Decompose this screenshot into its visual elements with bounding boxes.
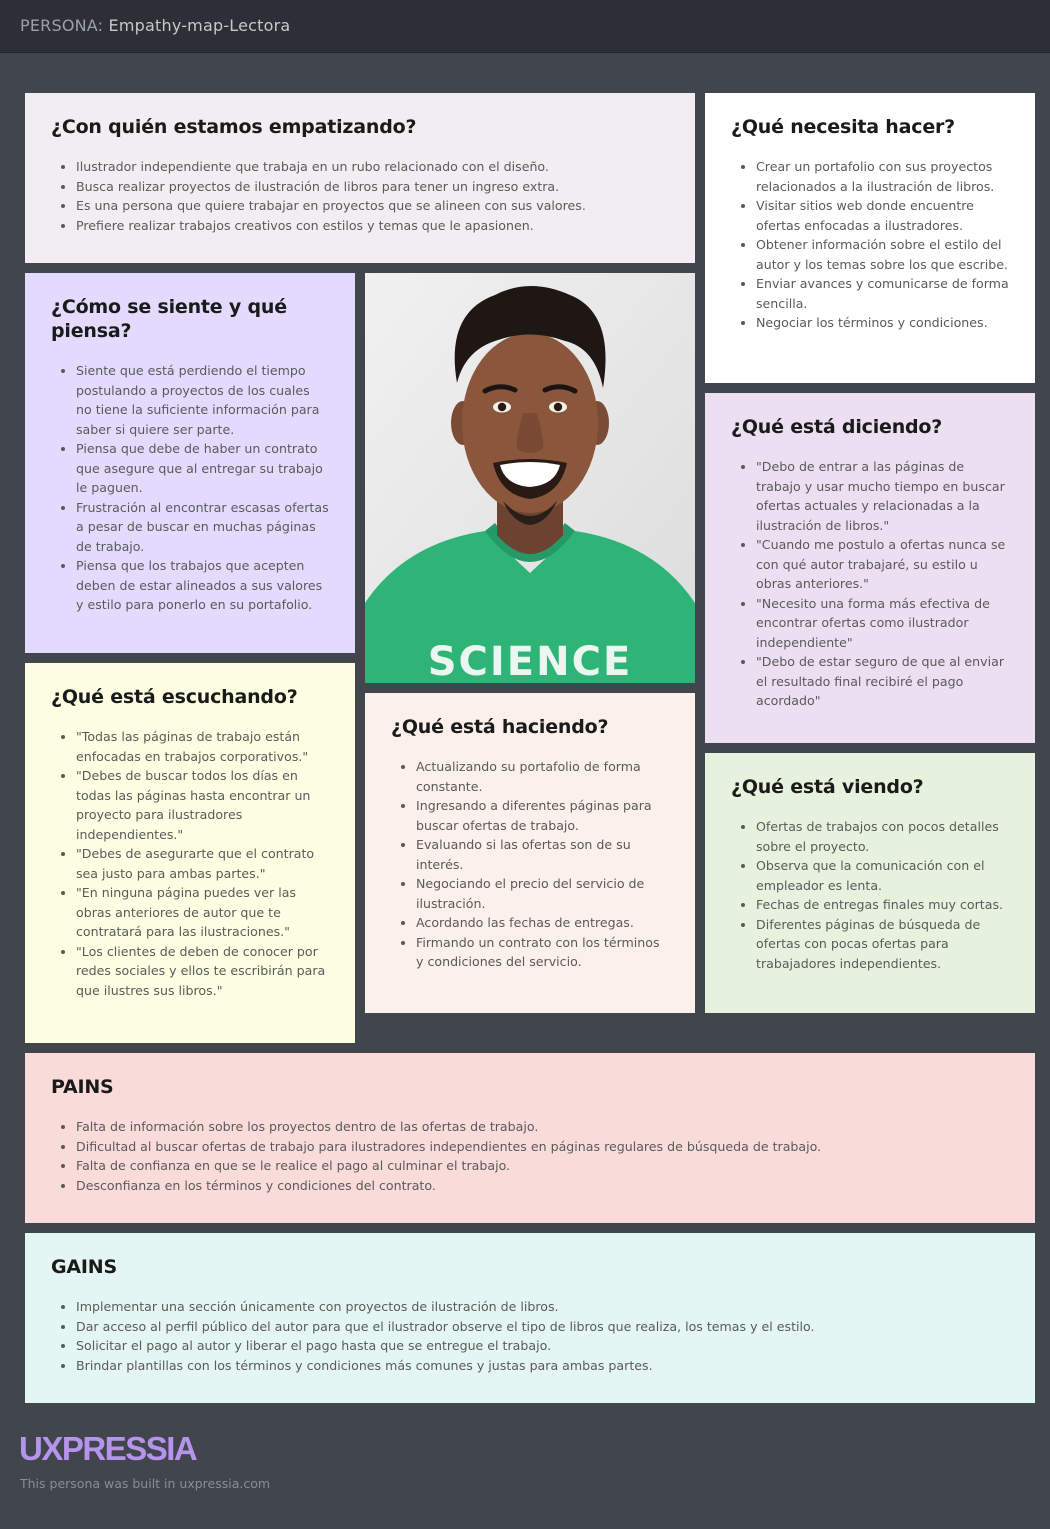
card-list [391, 757, 669, 972]
card-title: ¿Con quién estamos empatizando? [51, 116, 417, 138]
card-list [51, 1117, 1009, 1195]
card-title: PAINS [51, 1076, 114, 1098]
list-item: • Implementar una sección únicamente con proyectos de ilustración de libros. [76, 1297, 1009, 1317]
list-item: • Observa que la comunicación con el empleador es lenta. [756, 856, 1009, 895]
list-item: • Ilustrador independiente que trabaja en un rubo relacionado con el diseño. [76, 157, 669, 177]
top-bar [0, 0, 1050, 53]
list-item: • Prefiere realizar trabajos creativos con estilos y temas que le apasionen. [76, 216, 669, 236]
card-title: ¿Qué está diciendo? [731, 416, 943, 438]
card-who [25, 93, 695, 263]
list-item: • Desconfianza en los términos y condiciones del contrato. [76, 1176, 1009, 1196]
persona-photo [365, 273, 695, 683]
card-list [731, 457, 1009, 711]
list-item: • "En ninguna página puedes ver las obras anteriores de autor que te contratará para las ilustraciones." [76, 883, 329, 942]
list-item: • Obtener información sobre el estilo del autor y los temas sobre los que escribe. [756, 235, 1009, 274]
list-item: • "Debo de estar seguro de que al enviar el resultado final recibiré el pago acordado" [756, 652, 1009, 711]
list-item: • Ofertas de trabajos con pocos detalles sobre el proyecto. [756, 817, 1009, 856]
card-list [51, 361, 329, 615]
list-item: • Diferentes páginas de búsqueda de ofertas con pocas ofertas para trabajadores independientes. [756, 915, 1009, 974]
list-item: • "Todas las páginas de trabajo están enfocadas en trabajos corporativos." [76, 727, 329, 766]
footer-note: This persona was built in uxpressia.com [20, 1476, 271, 1491]
list-item: • Evaluando si las ofertas son de su interés. [416, 835, 669, 874]
list-item: • Piensa que los trabajos que acepten deben de estar alineados a sus valores y estilo para ponerlo en su portafolio. [76, 556, 329, 615]
list-item: • Dificultad al buscar ofertas de trabajo para ilustradores independientes en páginas regulares de búsqueda de trabajo. [76, 1137, 1009, 1157]
card-says [705, 393, 1035, 743]
list-item: • Firmando un contrato con los términos y condiciones del servicio. [416, 933, 669, 972]
list-item: • Piensa que debe de haber un contrato que asegure que al entregar su trabajo le paguen. [76, 439, 329, 498]
list-item: • "Debes de asegurarte que el contrato sea justo para ambas partes." [76, 844, 329, 883]
shirt-text: SCIENCE [427, 639, 633, 683]
list-item: • Actualizando su portafolio de forma constante. [416, 757, 669, 796]
list-item: • Dar acceso al perfil público del autor para que el ilustrador observe el tipo de libros que realiza, los temas y el estilo. [76, 1317, 1009, 1337]
card-list [731, 817, 1009, 973]
card-sees [705, 753, 1035, 1013]
list-item: • Falta de confianza en que se le realice el pago al culminar el trabajo. [76, 1156, 1009, 1176]
uxpressia-logo[interactable]: UXPRESSIA [19, 1430, 197, 1467]
list-item: • Busca realizar proyectos de ilustración de libros para tener un ingreso extra. [76, 177, 669, 197]
card-gains [25, 1233, 1035, 1403]
list-item: • Siente que está perdiendo el tiempo postulando a proyectos de los cuales no tiene la suficiente información para saber si quiere ser parte. [76, 361, 329, 439]
list-item: • Acordando las fechas de entregas. [416, 913, 669, 933]
card-title: GAINS [51, 1256, 117, 1278]
card-needs [705, 93, 1035, 383]
list-item: • Falta de información sobre los proyectos dentro de las ofertas de trabajo. [76, 1117, 1009, 1137]
list-item: • Visitar sitios web donde encuentre ofertas enfocadas a ilustradores. [756, 196, 1009, 235]
persona-title [20, 16, 290, 35]
card-list [731, 157, 1009, 333]
card-title: ¿Qué necesita hacer? [731, 116, 955, 138]
persona-name: Empathy-map-Lectora [108, 16, 291, 35]
card-list [51, 1297, 1009, 1375]
card-hears [25, 663, 355, 1043]
list-item: • "Debo de entrar a las páginas de trabajo y usar mucho tiempo en buscar ofertas actuales y relacionadas a la ilustración de libros." [756, 457, 1009, 535]
persona-label: PERSONA: [20, 16, 104, 35]
list-item: • Frustración al encontrar escasas ofertas a pesar de buscar en muchas páginas de trabajo. [76, 498, 329, 557]
list-item: • Solicitar el pago al autor y liberar el pago hasta que se entregue el trabajo. [76, 1336, 1009, 1356]
list-item: • Fechas de entregas finales muy cortas. [756, 895, 1009, 915]
card-does [365, 693, 695, 1013]
card-list [51, 727, 329, 1000]
list-item: • Ingresando a diferentes páginas para buscar ofertas de trabajo. [416, 796, 669, 835]
card-title: ¿Qué está escuchando? [51, 686, 298, 708]
card-title: ¿Qué está haciendo? [391, 716, 609, 738]
list-item: • "Los clientes de deben de conocer por redes sociales y ellos te escribirán para que ilustres sus libros." [76, 942, 329, 1001]
list-item: • Negociando el precio del servicio de ilustración. [416, 874, 669, 913]
card-feels [25, 273, 355, 653]
list-item: • "Debes de buscar todos los días en todas las páginas hasta encontrar un proyecto para ilustradores independientes." [76, 766, 329, 844]
list-item: • "Necesito una forma más efectiva de encontrar ofertas como ilustrador independiente" [756, 594, 1009, 653]
card-pains [25, 1053, 1035, 1223]
card-title: ¿Cómo se siente y qué piensa? [51, 296, 287, 342]
list-item: • Crear un portafolio con sus proyectos relacionados a la ilustración de libros. [756, 157, 1009, 196]
card-title: ¿Qué está viendo? [731, 776, 924, 798]
list-item: • Negociar los términos y condiciones. [756, 313, 1009, 333]
list-item: • Es una persona que quiere trabajar en proyectos que se alineen con sus valores. [76, 196, 669, 216]
list-item: • Enviar avances y comunicarse de forma sencilla. [756, 274, 1009, 313]
list-item: • Brindar plantillas con los términos y condiciones más comunes y justas para ambas partes. [76, 1356, 1009, 1376]
list-item: • "Cuando me postulo a ofertas nunca se con qué autor trabajaré, su estilo u obras anteriores." [756, 535, 1009, 594]
card-list [51, 157, 669, 235]
